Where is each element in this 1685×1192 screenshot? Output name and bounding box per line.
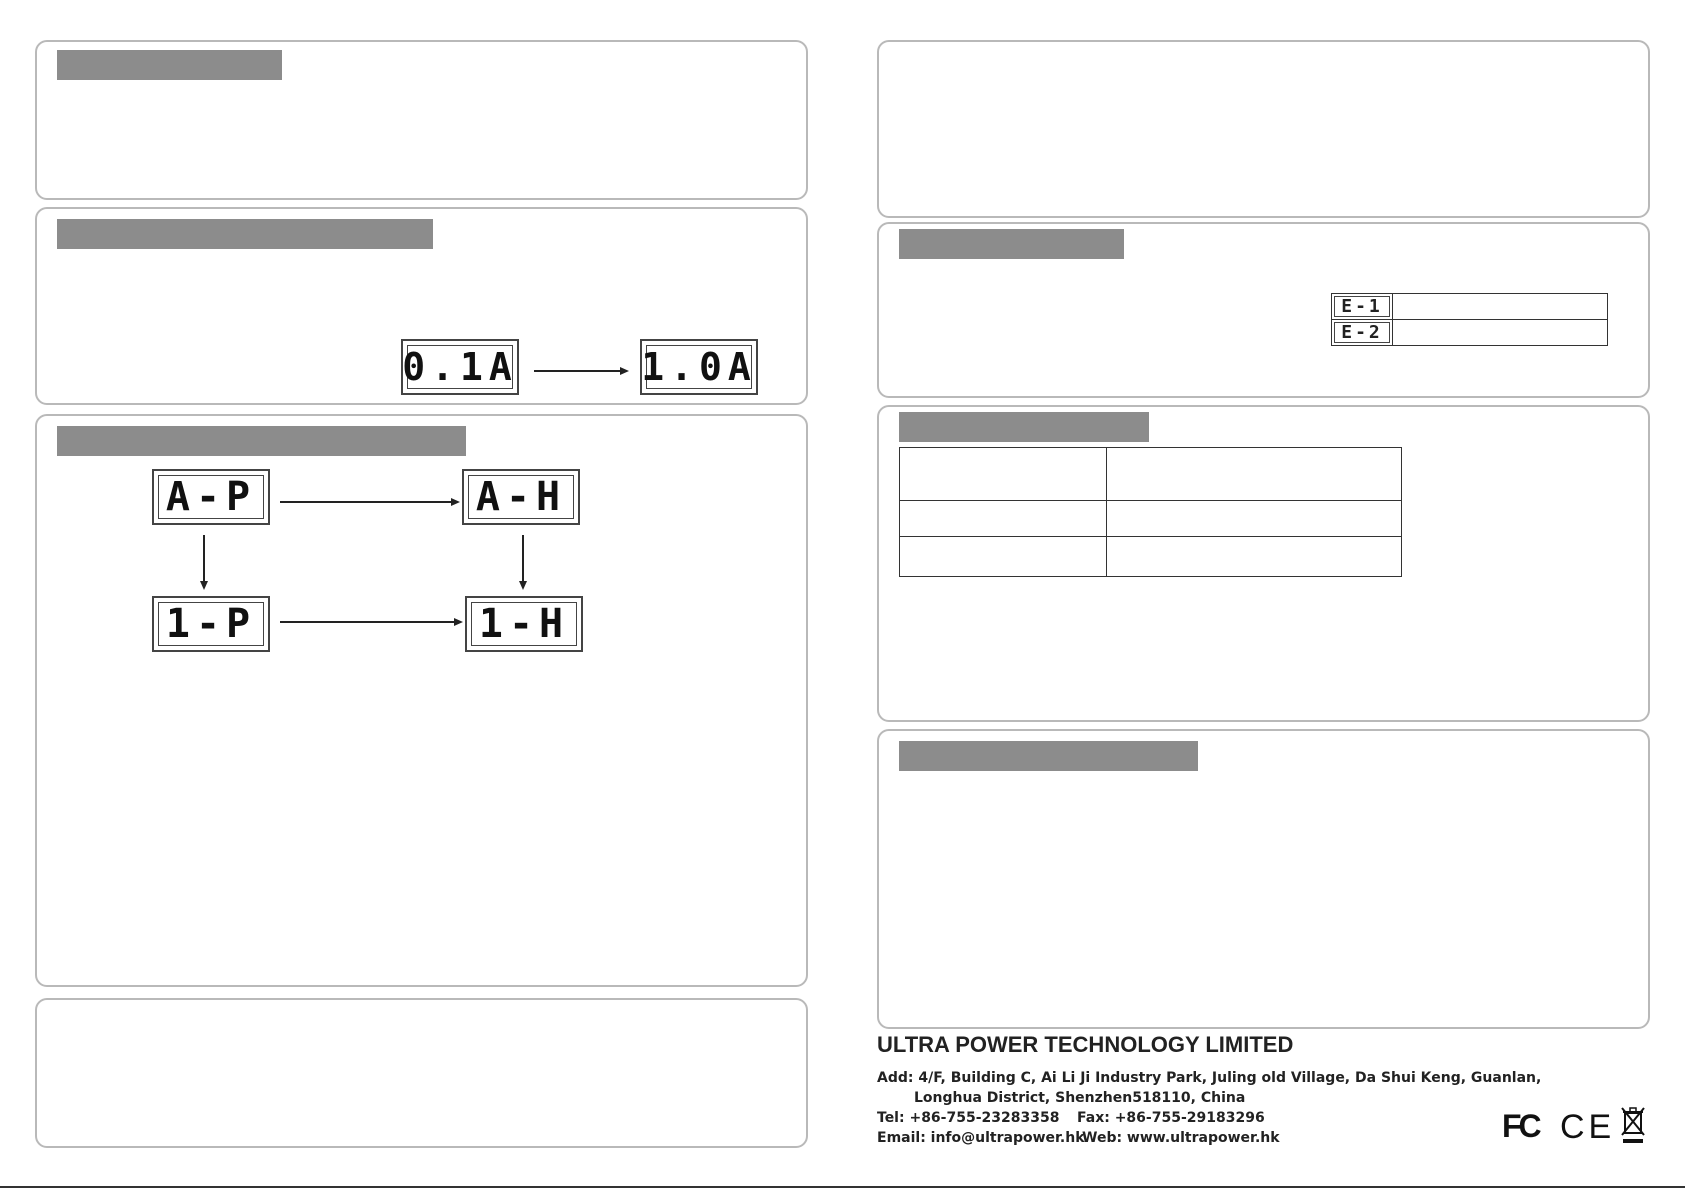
section-panel-1	[35, 40, 808, 200]
arrow-right-icon	[280, 615, 465, 629]
lcd-display-current-before	[401, 339, 519, 395]
section-panel-4	[35, 998, 808, 1148]
lcd-text: 1.0A	[641, 345, 757, 389]
lcd-text: A-P	[158, 475, 264, 519]
table-cell	[1107, 448, 1402, 501]
lcd-display-current-after	[640, 339, 758, 395]
page-bottom-rule	[0, 1186, 1685, 1188]
section-header-bar	[57, 50, 282, 80]
error-code-table	[1331, 293, 1608, 346]
lcd-display-mode-1p	[152, 596, 270, 652]
lcd-display-mode-1h	[465, 596, 583, 652]
lcd-text: A-H	[468, 475, 574, 519]
lcd-error-1	[1334, 296, 1390, 317]
fax: Fax: +86-755-29183296	[1077, 1110, 1265, 1126]
address-line-1: Add: 4/F, Building C, Ai Li Ji Industry Park, Juling old Village, Da Shui Keng, Guanlan,	[877, 1070, 1542, 1086]
fcc-mark: FC	[1502, 1108, 1539, 1144]
lcd-text: 1-H	[471, 602, 577, 646]
lcd-display-mode-ah	[462, 469, 580, 525]
table-cell	[900, 501, 1107, 537]
section-header-bar	[57, 219, 433, 249]
section-panel-5	[877, 40, 1650, 218]
error-code-cell	[1332, 320, 1393, 346]
weee-bin-icon	[1620, 1105, 1646, 1145]
table-cell	[1107, 501, 1402, 537]
table-cell	[1107, 537, 1402, 577]
table-row	[900, 537, 1402, 577]
arrow-right-icon	[534, 364, 630, 378]
table-cell	[900, 448, 1107, 501]
table-cell	[900, 537, 1107, 577]
arrow-right-icon	[280, 495, 462, 509]
section-panel-8	[877, 729, 1650, 1029]
section-header-bar	[57, 426, 466, 456]
error-description-cell	[1393, 320, 1608, 346]
lcd-error-2	[1334, 322, 1390, 343]
section-header-bar	[899, 741, 1198, 771]
table-row	[900, 448, 1402, 501]
lcd-text: 1-P	[158, 602, 264, 646]
ce-mark: CE	[1560, 1108, 1616, 1146]
telephone: Tel: +86-755-23283358	[877, 1110, 1060, 1126]
address-line-2: Longhua District, Shenzhen518110, China	[914, 1090, 1246, 1106]
email: Email: info@ultrapower.hk	[877, 1130, 1085, 1146]
lcd-text: 0.1A	[402, 345, 518, 389]
section-header-bar	[899, 412, 1149, 442]
error-description-cell	[1393, 294, 1608, 320]
error-code-cell	[1332, 294, 1393, 320]
table-row	[1332, 320, 1608, 346]
section-header-bar	[899, 229, 1124, 259]
specification-table	[899, 447, 1402, 577]
website: Web: www.ultrapower.hk	[1082, 1130, 1280, 1146]
lcd-text: E-1	[1341, 296, 1383, 317]
table-row	[1332, 294, 1608, 320]
arrow-down-icon	[197, 535, 211, 591]
lcd-display-mode-ap	[152, 469, 270, 525]
table-row	[900, 501, 1402, 537]
lcd-text: E-2	[1341, 322, 1383, 343]
arrow-down-icon	[516, 535, 530, 591]
company-name: ULTRA POWER TECHNOLOGY LIMITED	[877, 1032, 1294, 1057]
